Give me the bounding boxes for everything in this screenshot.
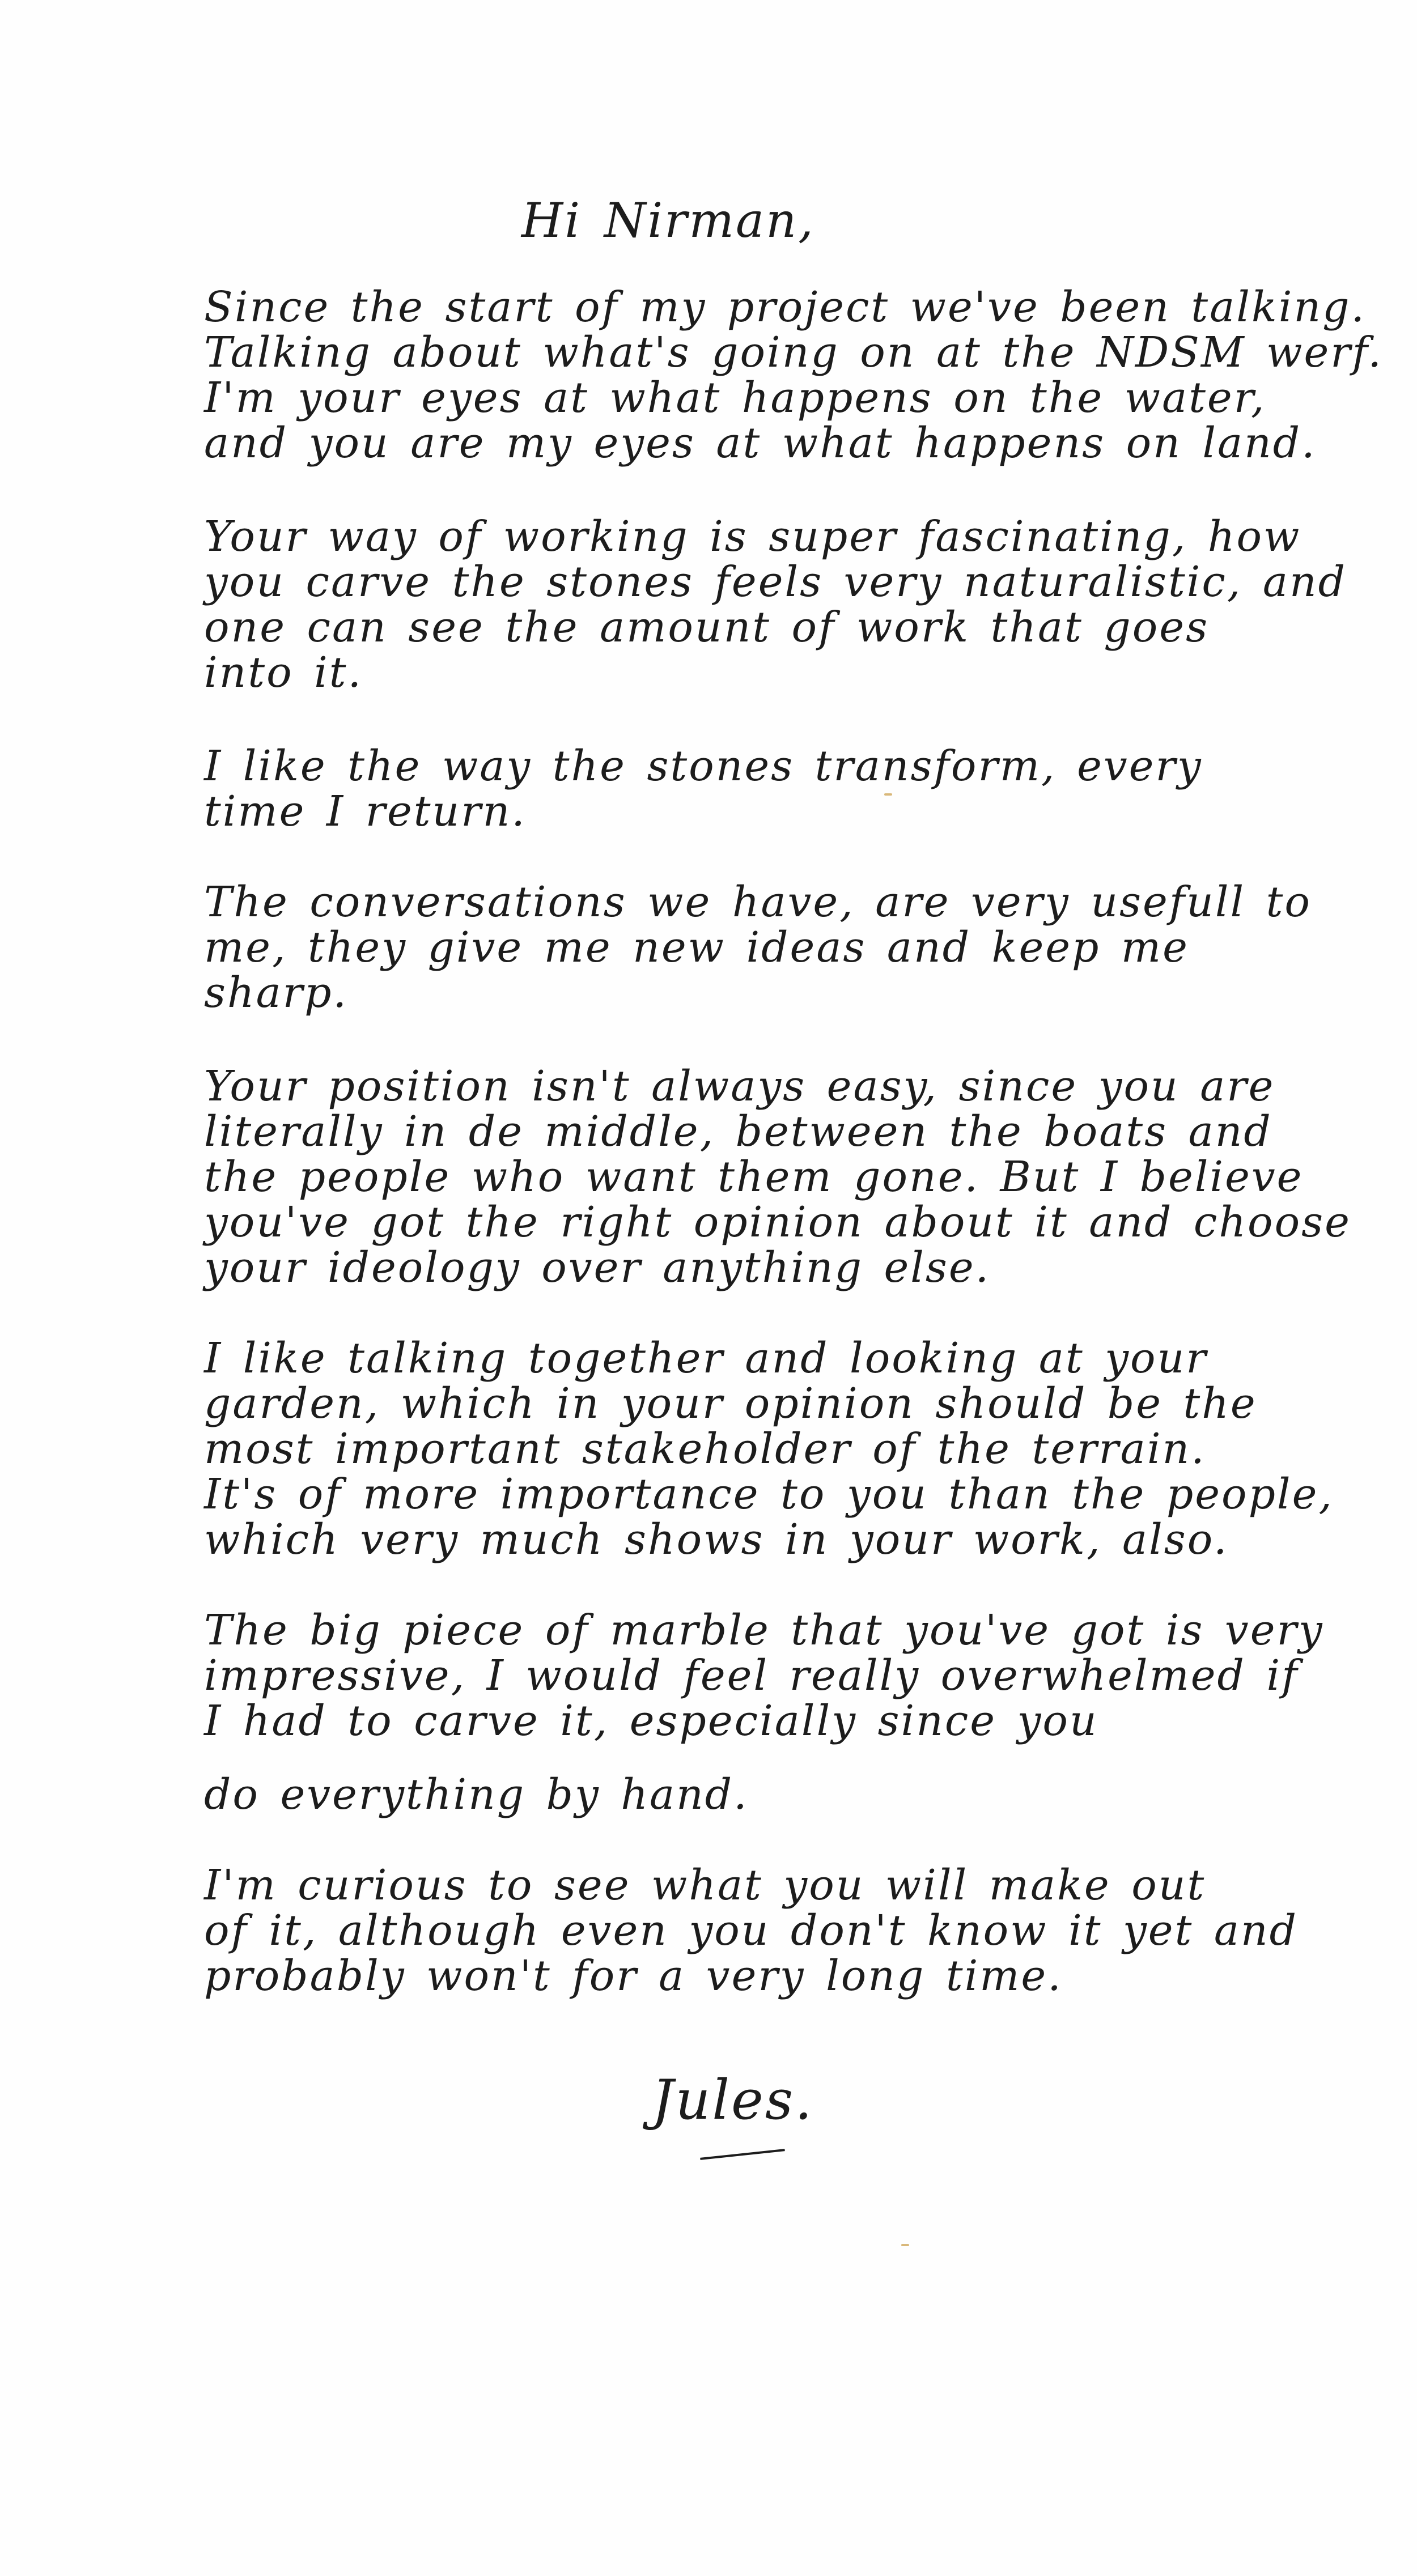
letter-line: do everything by hand. [204, 1770, 749, 1819]
letter-line: of it, although even you don't know it yet and [204, 1906, 1298, 1955]
letter-line: The conversations we have, are very usefull to [204, 878, 1312, 926]
letter-line: impressive, I would feel really overwhelmed if [204, 1651, 1299, 1700]
letter-line: one can see the amount of work that goes [204, 603, 1210, 652]
letter-greeting: Hi Nirman, [521, 193, 815, 248]
letter-line: garden, which in your opinion should be the [204, 1379, 1257, 1428]
letter-line: and you are my eyes at what happens on land. [204, 419, 1317, 467]
letter-line: into it. [204, 648, 363, 697]
letter-line: Your way of working is super fascinating, how [204, 512, 1301, 561]
letter-line: me, they give me new ideas and keep me [204, 923, 1189, 972]
letter-signature: Jules. [652, 2068, 814, 2132]
letter-line: the people who want them gone. But I believe [204, 1153, 1304, 1201]
letter-line: I'm your eyes at what happens on the water, [204, 373, 1266, 422]
letter-line: most important stakeholder of the terrain. [204, 1425, 1206, 1473]
signature-underline [700, 2149, 785, 2160]
letter-line: I'm curious to see what you will make out [204, 1861, 1206, 1910]
letter-line: Your position isn't always easy, since you are [204, 1062, 1275, 1111]
letter-line: you've got the right opinion about it and choose [204, 1198, 1351, 1247]
letter-line: which very much shows in your work, also. [204, 1515, 1229, 1564]
paper-speck [884, 793, 892, 796]
letter-line: your ideology over anything else. [204, 1243, 991, 1292]
letter-line: sharp. [204, 968, 349, 1017]
letter-line: time I return. [204, 787, 527, 836]
letter-line: The big piece of marble that you've got is very [204, 1606, 1324, 1655]
letter-line: literally in de middle, between the boats and [204, 1107, 1272, 1156]
letter-line: Talking about what's going on at the NDSM werf. [204, 328, 1383, 377]
letter-line: It's of more importance to you than the people, [204, 1470, 1334, 1519]
letter-line: I had to carve it, especially since you [204, 1697, 1098, 1745]
letter-line: I like the way the stones transform, every [204, 742, 1203, 790]
letter-line: probably won't for a very long time. [204, 1952, 1063, 2000]
letter-line: Since the start of my project we've been talking. [204, 283, 1366, 331]
paper-speck [901, 2244, 909, 2246]
letter-line: you carve the stones feels very naturalistic, and [204, 558, 1347, 606]
letter-line: I like talking together and looking at your [204, 1334, 1208, 1383]
